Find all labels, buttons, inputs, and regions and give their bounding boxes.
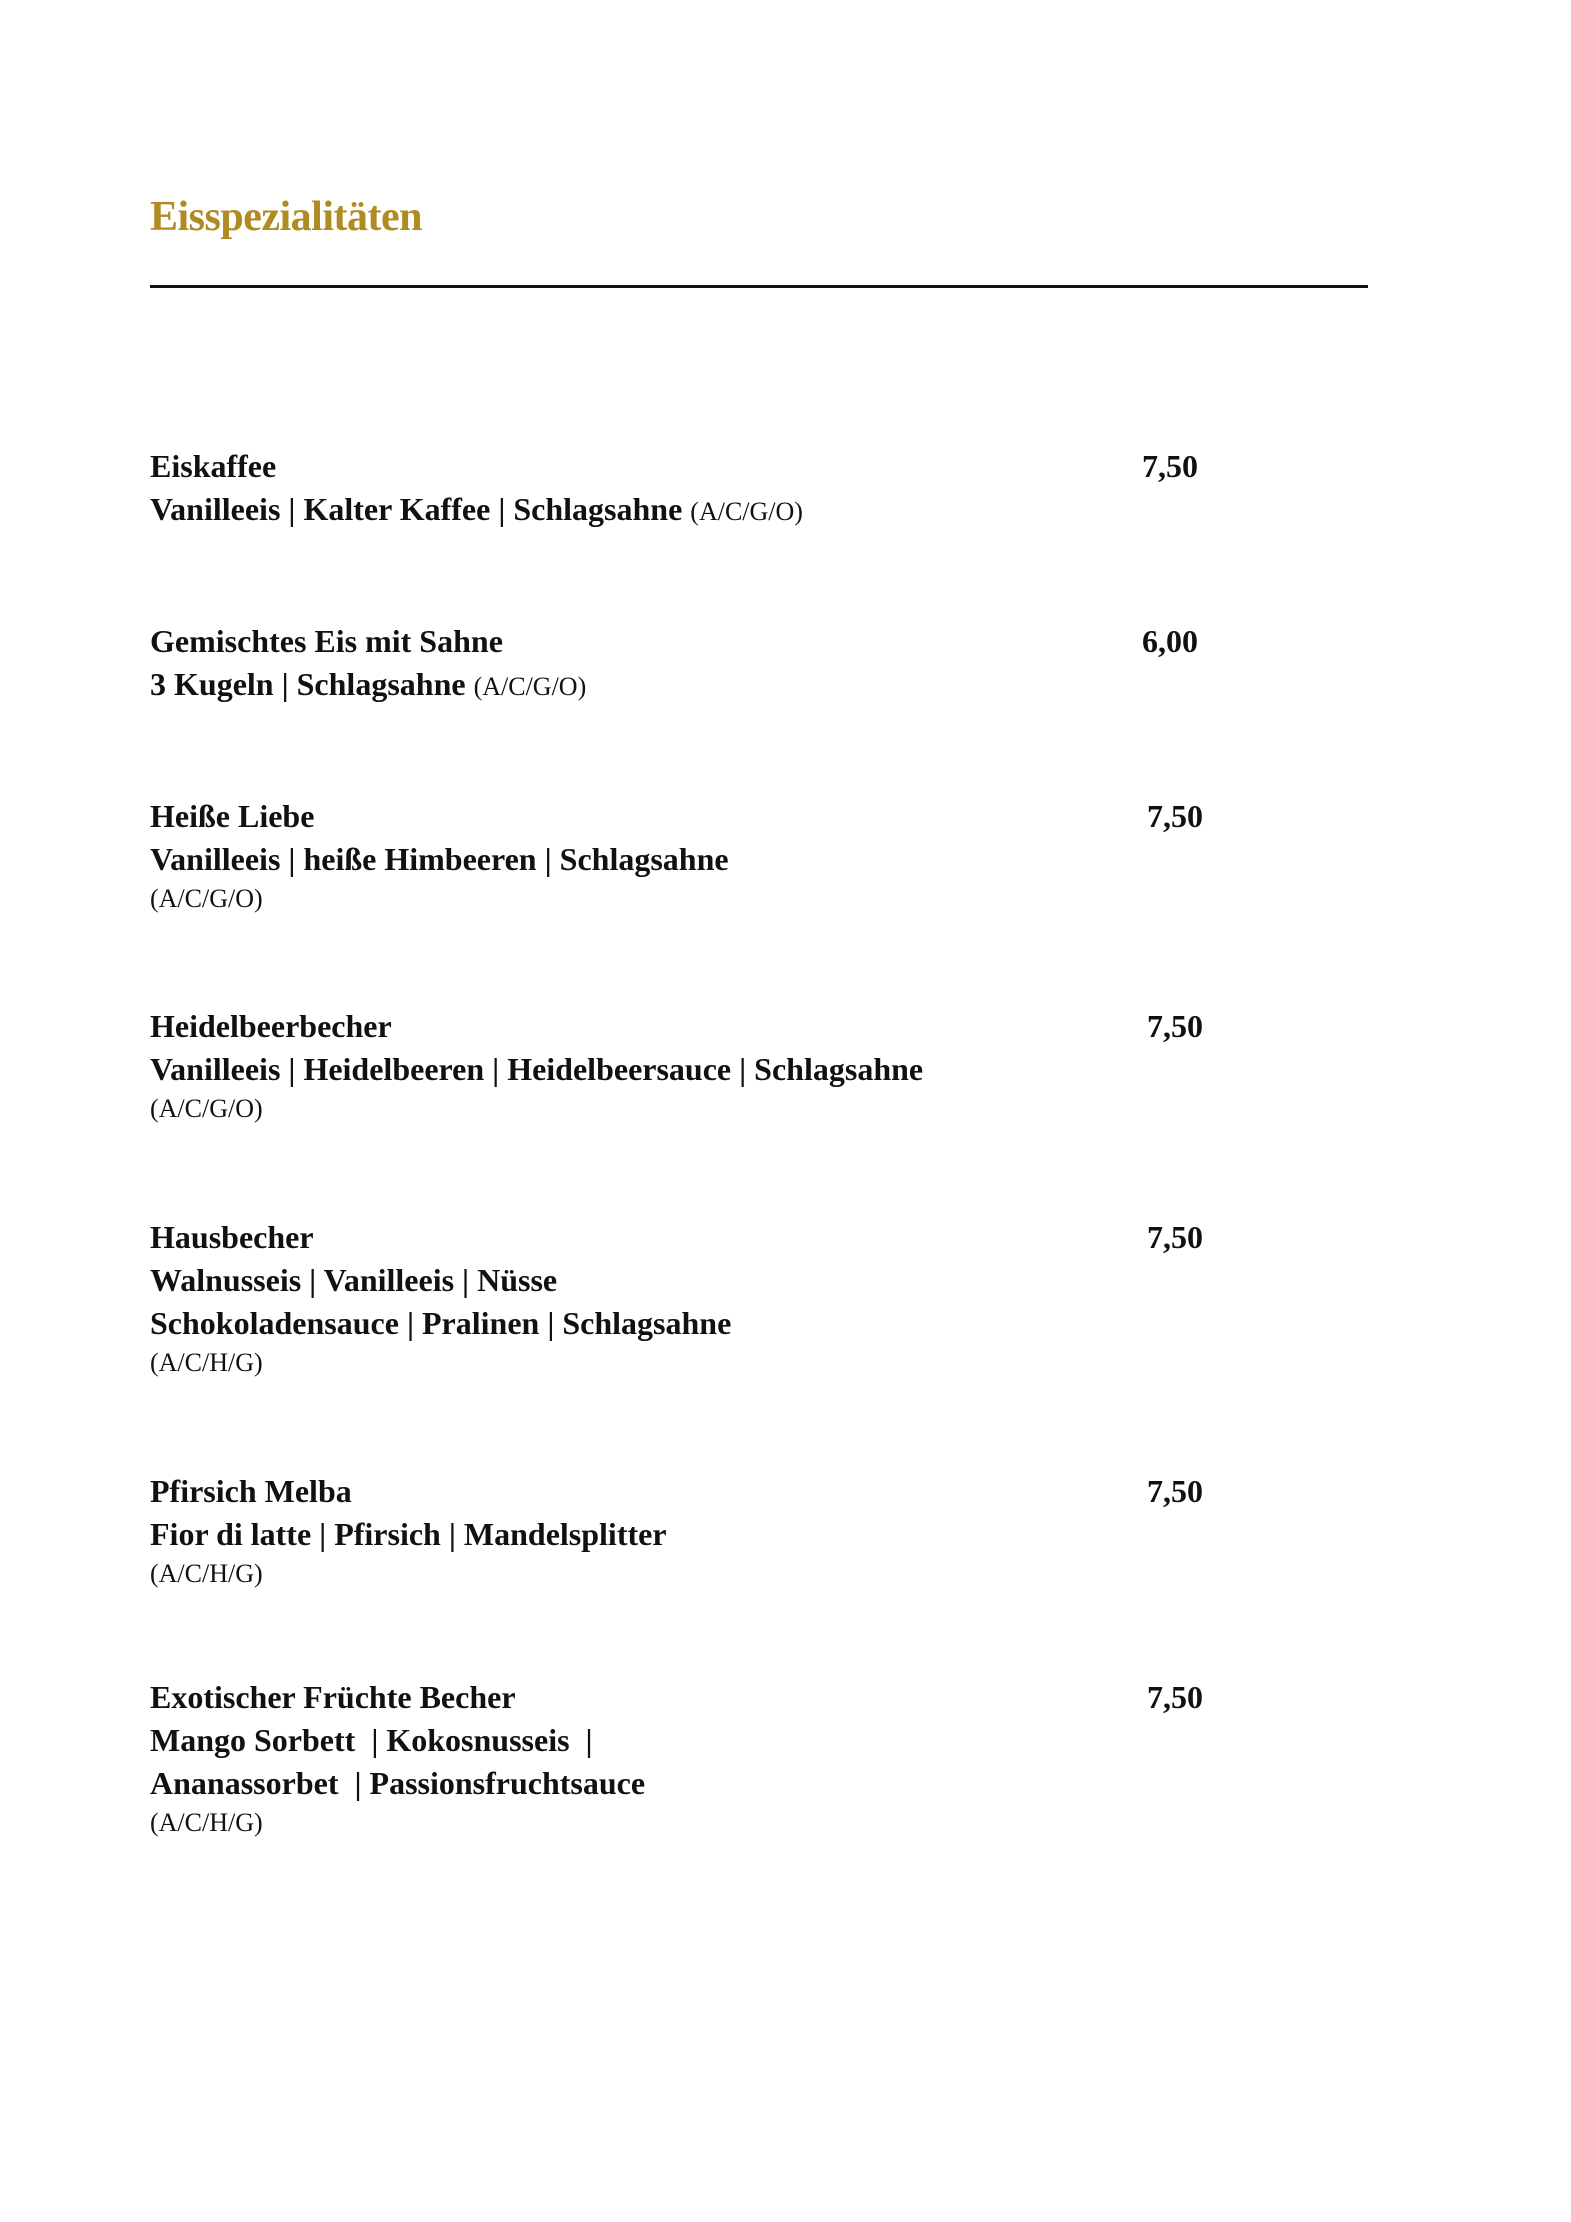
menu-item (150, 1005, 1220, 1127)
page-title: Eisspezialitäten (150, 194, 422, 240)
item-description (150, 488, 1220, 533)
item-description-text: Vanilleeis | Kalter Kaffee | Schlagsahne (150, 491, 683, 527)
item-allergens: (A/C/H/G) (150, 1348, 263, 1377)
menu-item (150, 620, 1220, 708)
item-description: Ananassorbet | Passionsfruchtsauce (150, 1765, 646, 1801)
item-price: 7,50 (1147, 1219, 1203, 1255)
item-name: Pfirsich Melba (150, 1473, 352, 1509)
item-description-text: 3 Kugeln | Schlagsahne (150, 666, 466, 702)
item-price: 7,50 (1147, 1008, 1203, 1044)
item-description: Fior di latte | Pfirsich | Mandelsplitter (150, 1516, 667, 1552)
item-description: Walnusseis | Vanilleeis | Nüsse (150, 1262, 558, 1298)
menu-item (150, 445, 1220, 533)
item-description: Schokoladensauce | Pralinen | Schlagsahne (150, 1305, 732, 1341)
item-name: Eiskaffee (150, 448, 277, 484)
item-price: 7,50 (1147, 798, 1203, 834)
item-name: Exotischer Früchte Becher (150, 1679, 516, 1715)
item-allergens: (A/C/G/O) (473, 672, 587, 701)
item-price: 6,00 (1142, 623, 1198, 659)
item-name: Hausbecher (150, 1219, 314, 1255)
menu-item (150, 1470, 1220, 1592)
item-description (150, 663, 1220, 708)
item-price: 7,50 (1142, 448, 1198, 484)
menu-item (150, 1216, 1220, 1381)
item-name: Heiße Liebe (150, 798, 315, 834)
item-allergens: (A/C/H/G) (150, 1559, 263, 1588)
title-divider (150, 285, 1368, 288)
item-name: Gemischtes Eis mit Sahne (150, 623, 503, 659)
item-allergens: (A/C/G/O) (150, 1094, 263, 1123)
item-allergens: (A/C/H/G) (150, 1808, 263, 1837)
menu-item (150, 795, 1220, 917)
item-description: Mango Sorbett | Kokosnusseis | (150, 1722, 593, 1758)
item-price: 7,50 (1147, 1473, 1203, 1509)
item-name: Heidelbeerbecher (150, 1008, 392, 1044)
item-description: Vanilleeis | Heidelbeeren | Heidelbeersauce | Schlagsahne (150, 1051, 924, 1087)
menu-item (150, 1676, 1220, 1841)
item-description: Vanilleeis | heiße Himbeeren | Schlagsahne (150, 841, 729, 877)
item-allergens: (A/C/G/O) (690, 497, 803, 526)
item-price: 7,50 (1147, 1679, 1203, 1715)
item-allergens: (A/C/G/O) (150, 884, 263, 913)
